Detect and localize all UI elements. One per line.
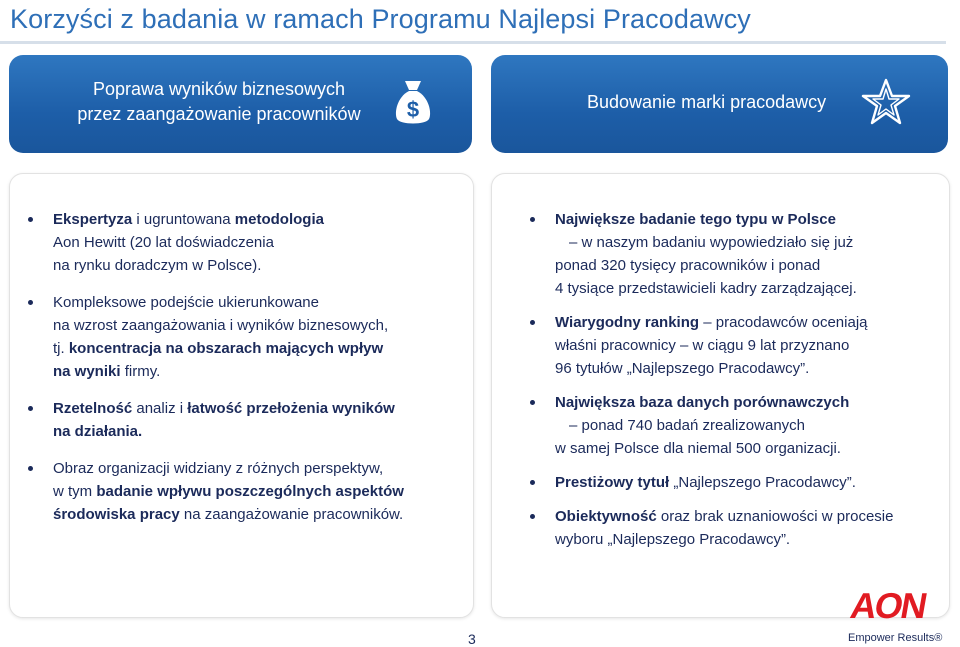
list-item: Obiektywność oraz brak uznaniowości w procesie wyboru „Najlepszego Pracodawcy”. [528,505,938,551]
list-item: Wiarygodny ranking – pracodawców oceniają właśni pracownicy – w ciągu 9 lat przyznano 96 tytułów „Najlepszego Pracodawcy”. [528,311,938,380]
page-number: 3 [468,631,476,647]
list-item: Prestiżowy tytuł „Najlepszego Pracodawcy”. [528,471,938,494]
right-benefits-list [528,208,938,562]
page-title: Korzyści z badania w ramach Programu Najlepsi Pracodawcy [10,4,751,34]
left-benefits-list [26,208,456,540]
list-item: Ekspertyza i ugruntowana metodologia Aon Hewitt (20 lat doświadczenia na rynku doradczym w Polsce). [26,208,456,277]
banner-business-results-text: Poprawa wyników biznesowych przez zaangażowanie pracowników [77,79,361,124]
banner-employer-brand-text: Budowanie marki pracodawcy [587,92,827,112]
list-item: Największa baza danych porównawczych – ponad 740 badań zrealizowanych w samej Polsce dla niemal 500 organizacji. [528,391,938,460]
money-bag-icon [391,77,435,127]
star-icon [861,77,911,127]
aon-tagline: Empower Results® [848,632,943,644]
left-benefits-panel [9,173,474,618]
list-item: Obraz organizacji widziany z różnych perspektyw, w tym badanie wpływu poszczególnych aspektów środowiska pracy na zaangażowanie pracowników. [26,457,456,526]
list-item: Największe badanie tego typu w Polsce – w naszym badaniu wypowiedziało się już ponad 320 tysięcy pracowników i ponad 4 tysiące przedstawicieli kadry zarządzającej. [528,208,938,300]
list-item: Rzetelność analiz i łatwość przełożenia wyników na działania. [26,397,456,443]
banner-business-results [9,55,472,153]
title-divider [0,41,946,44]
right-benefits-panel [491,173,950,618]
aon-logo-wordmark: AON [847,585,929,626]
list-item: Kompleksowe podejście ukierunkowane na wzrost zaangażowania i wyników biznesowych, tj. koncentracja na obszarach mających wpływ na wyniki firmy. [26,291,456,383]
banner-employer-brand [491,55,948,153]
svg-text:$: $ [406,97,420,122]
